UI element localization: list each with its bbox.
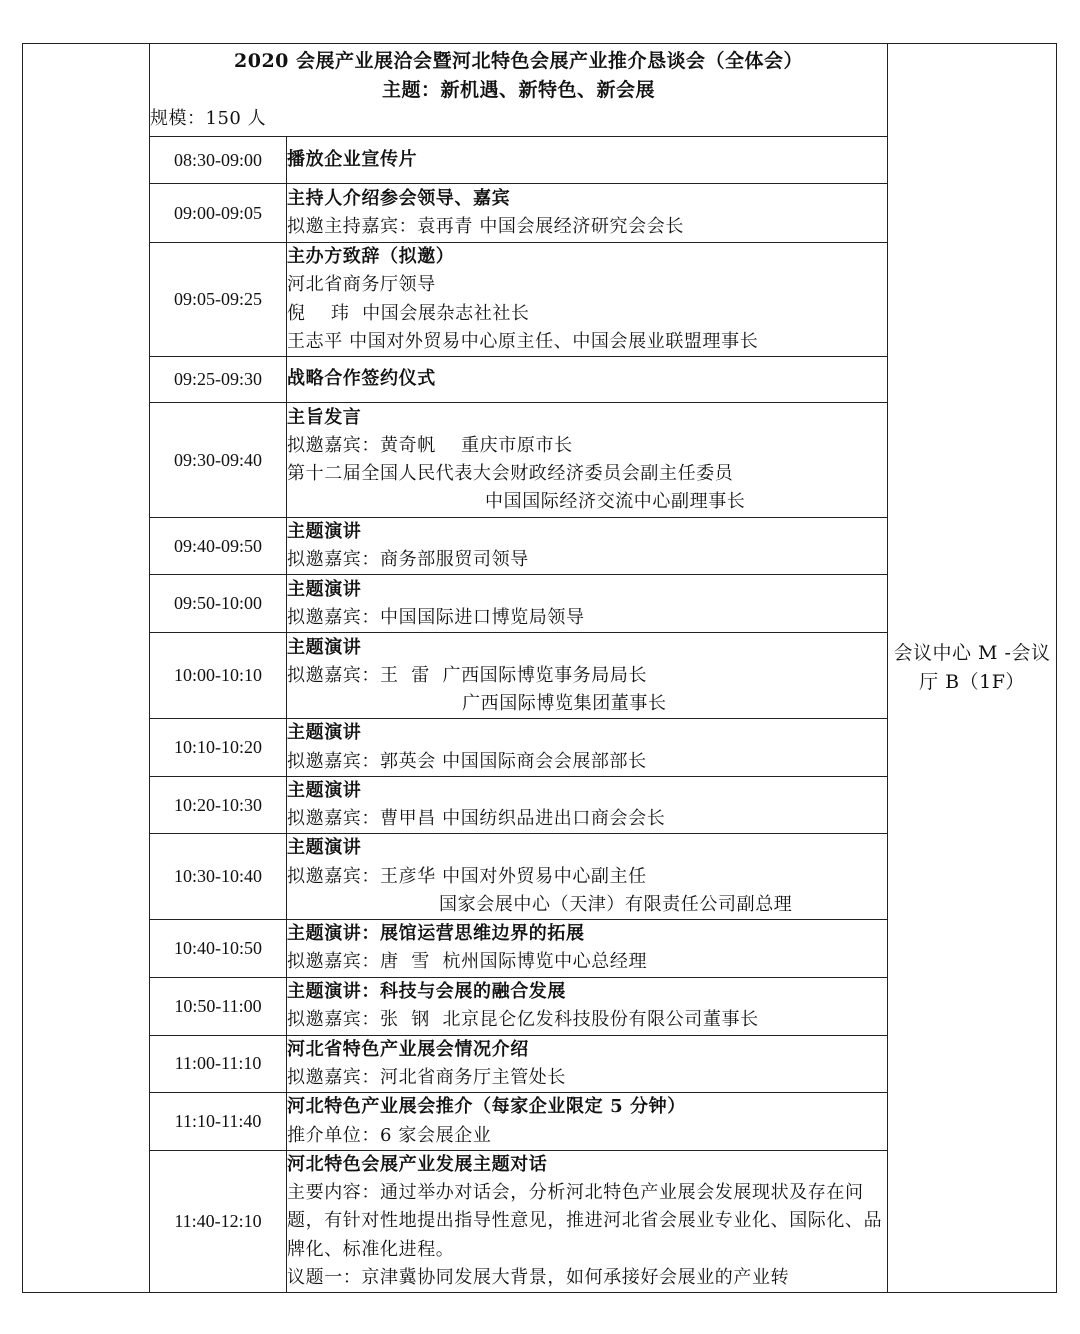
item-line: 拟邀嘉宾：商务部服贸司领导: [287, 549, 529, 571]
time-cell: 09:30-09:40: [150, 403, 287, 518]
time-cell: 09:05-09:25: [150, 243, 287, 357]
content-cell: [287, 1035, 888, 1092]
time-cell: 10:50-11:00: [150, 977, 287, 1035]
item-line: 拟邀主持嘉宾：袁再青 中国会展经济研究会会长: [287, 216, 684, 237]
content-cell: [287, 575, 888, 633]
venue-cell: 会议中心 M -会议厅 B（1F）: [888, 44, 1057, 1293]
content-cell: [287, 1093, 888, 1151]
item-title: 河北特色产业展会推介（每家企业限定 5 分钟）: [287, 1096, 686, 1118]
time-cell: 10:00-10:10: [150, 633, 287, 719]
item-title: 主题演讲: [287, 578, 362, 600]
time-cell: 09:00-09:05: [150, 184, 287, 243]
item-line: 倪 玮 中国会展杂志社社长: [287, 302, 530, 324]
item-line: 拟邀嘉宾：黄奇帆 重庆市原市长: [287, 434, 573, 456]
item-title: 河北省特色产业展会情况介绍: [287, 1038, 529, 1060]
content-cell: [287, 834, 888, 920]
item-title: 战略合作签约仪式: [287, 368, 436, 390]
content-cell: [287, 920, 888, 977]
item-line: 拟邀嘉宾：中国国际进口博览局领导: [287, 606, 585, 628]
left-blank-cell: [23, 44, 150, 1293]
item-line: 拟邀嘉宾：唐 雪 杭州国际博览中心总经理: [287, 951, 648, 973]
time-cell: 11:10-11:40: [150, 1093, 287, 1151]
session-theme: 主题：新机遇、新特色、新会展: [381, 79, 655, 101]
content-cell: [287, 184, 888, 243]
item-line: 议题一：京津冀协同发展大背景，如何承接好会展业的产业转: [287, 1266, 790, 1288]
item-title: 主题演讲: [287, 837, 362, 859]
time-cell: 10:10-10:20: [150, 719, 287, 776]
time-cell: 10:40-10:50: [150, 920, 287, 977]
session-header: [150, 44, 888, 137]
agenda-table: [22, 43, 1057, 1293]
item-line: 拟邀嘉宾：河北省商务厅主管处长: [287, 1066, 566, 1088]
item-line: 广西国际博览集团董事长: [462, 693, 667, 714]
time-cell: 10:20-10:30: [150, 776, 287, 833]
item-line: 中国国际经济交流中心副理事长: [485, 491, 746, 513]
item-title: 主题演讲: [287, 722, 362, 744]
item-title: 河北特色会展产业发展主题对话: [287, 1154, 548, 1176]
item-title: 播放企业宣传片: [287, 148, 418, 170]
session-title: 2020 会展产业展洽会暨河北特色会展产业推介恳谈会（全体会）: [234, 50, 803, 72]
item-title: 主办方致辞（拟邀）: [287, 246, 455, 268]
item-title: 主题演讲：科技与会展的融合发展: [287, 980, 566, 1002]
item-line: 河北省商务厅领导: [287, 274, 436, 296]
content-cell: [287, 977, 888, 1035]
item-line: 拟邀嘉宾：曹甲昌 中国纺织品进出口商会会长: [287, 808, 666, 830]
item-title: 主持人介绍参会领导、嘉宾: [287, 187, 511, 209]
content-cell: [287, 719, 888, 776]
item-title: 主题演讲: [287, 521, 362, 542]
time-cell: 10:30-10:40: [150, 834, 287, 920]
time-cell: 08:30-09:00: [150, 137, 287, 184]
session-scale: 规模：150 人: [150, 108, 267, 129]
item-line: 王志平 中国对外贸易中心原主任、中国会展业联盟理事长: [287, 330, 759, 352]
item-title: 主题演讲: [287, 779, 362, 801]
item-title: 主题演讲: [287, 636, 362, 658]
item-line: 国家会展中心（天津）有限责任公司副总理: [439, 893, 793, 915]
item-title: 主旨发言: [287, 406, 362, 428]
item-title: 主题演讲：展馆运营思维边界的拓展: [287, 923, 585, 945]
agenda-header-row: [23, 44, 1057, 137]
item-line: 第十二届全国人民代表大会财政经济委员会副主任委员: [287, 463, 734, 484]
time-cell: 09:25-09:30: [150, 357, 287, 403]
time-cell: 11:00-11:10: [150, 1035, 287, 1092]
time-cell: 09:50-10:00: [150, 575, 287, 633]
content-cell: [287, 776, 888, 833]
item-line: 拟邀嘉宾：王彦华 中国对外贸易中心副主任: [287, 865, 647, 887]
content-cell: [287, 357, 888, 403]
time-cell: 09:40-09:50: [150, 518, 287, 575]
item-line: 拟邀嘉宾：王 雷 广西国际博览事务局局长: [287, 664, 648, 686]
content-cell: [287, 518, 888, 575]
content-cell: [287, 137, 888, 184]
content-cell: [287, 1151, 888, 1293]
item-paragraph: 主要内容：通过举办对话会，分析河北特色产业展会发展现状及存在问题，有针对性地提出指导性意见，推进河北省会展业专业化、国际化、品牌化、标准化进程。: [287, 1182, 883, 1260]
time-cell: 11:40-12:10: [150, 1151, 287, 1293]
item-line: 拟邀嘉宾：郭英会 中国国际商会会展部部长: [287, 750, 647, 772]
item-line: 推介单位：6 家会展企业: [287, 1124, 492, 1146]
content-cell: [287, 403, 888, 518]
content-cell: [287, 243, 888, 357]
item-line: 拟邀嘉宾：张 钢 北京昆仑亿发科技股份有限公司董事长: [287, 1009, 759, 1031]
content-cell: [287, 633, 888, 719]
